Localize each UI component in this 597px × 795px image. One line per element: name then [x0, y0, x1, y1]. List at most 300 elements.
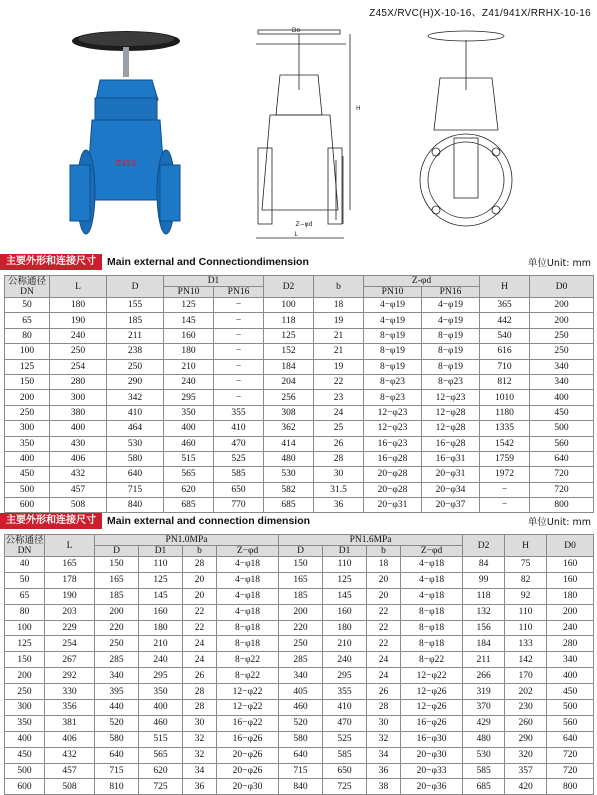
table-cell: 600 [5, 779, 45, 795]
table-cell: 8−φ19 [422, 344, 480, 359]
table-cell: 36 [367, 763, 401, 779]
t1-header-l: L [50, 276, 107, 298]
table-cell: 640 [107, 467, 164, 482]
table-cell: 180 [139, 620, 183, 636]
table-cell: 152 [264, 344, 314, 359]
table-cell: 8−φ19 [364, 344, 422, 359]
table-cell: 200 [530, 313, 594, 328]
table-cell: 12−φ22 [217, 700, 279, 716]
table-cell: 80 [5, 328, 50, 343]
table-cell: 350 [5, 436, 50, 451]
table-cell: 8−φ18 [401, 620, 463, 636]
table-cell: 440 [95, 700, 139, 716]
table-cell: 267 [45, 652, 95, 668]
table-cell: 30 [183, 715, 217, 731]
table-cell: 22 [183, 620, 217, 636]
table-cell: 210 [323, 636, 367, 652]
table-cell: 200 [547, 604, 594, 620]
t2-header-pn10-b: b [183, 546, 217, 557]
table-cell: 4−φ18 [217, 604, 279, 620]
table-cell: 20−φ30 [401, 747, 463, 763]
table-cell: 160 [547, 557, 594, 573]
section1-title-en: Main external and Connectiondimension [107, 256, 309, 268]
table-cell: 365 [480, 298, 530, 313]
table-cell: 200 [5, 390, 50, 405]
t2-header-pn16-d: D [279, 546, 323, 557]
table-cell: 22 [367, 620, 401, 636]
table-cell: 75 [505, 557, 547, 573]
table-cell: 350 [139, 684, 183, 700]
table-cell: 21 [314, 344, 364, 359]
table-cell: 515 [164, 451, 214, 466]
table-cell: 30 [367, 715, 401, 731]
table-cell: 22 [367, 636, 401, 652]
table-cell: 50 [5, 572, 45, 588]
t1-header-h: H [480, 276, 530, 298]
t1-header-d: D [107, 276, 164, 298]
table-cell: − [480, 482, 530, 497]
drawing-label-l: L [294, 231, 298, 238]
valve-photo [70, 31, 180, 234]
table-cell: 28 [183, 684, 217, 700]
table-cell: 238 [107, 344, 164, 359]
table-row [5, 421, 594, 436]
t1-body [5, 298, 594, 513]
table-cell: 202 [505, 684, 547, 700]
t2-header-d0: D0 [547, 535, 594, 557]
table-cell: 12−φ28 [422, 421, 480, 436]
table-cell: 520 [95, 715, 139, 731]
table-cell: 620 [139, 763, 183, 779]
table-cell: 685 [264, 498, 314, 513]
table-cell: 770 [214, 498, 264, 513]
table-cell: 340 [95, 668, 139, 684]
table-cell: − [214, 390, 264, 405]
table-cell: 20−φ31 [364, 498, 422, 513]
table-cell: 12−φ22 [401, 668, 463, 684]
table-cell: 600 [5, 498, 50, 513]
table-cell: 292 [45, 668, 95, 684]
table-cell: 8−φ23 [364, 390, 422, 405]
table-cell: 250 [5, 684, 45, 700]
table-cell: 200 [95, 604, 139, 620]
table-cell: 20−φ34 [422, 482, 480, 497]
table-cell: 530 [463, 747, 505, 763]
section2-unit: 单位Unit: mm [527, 517, 591, 528]
table-cell: 525 [323, 731, 367, 747]
table-cell: 400 [547, 668, 594, 684]
table-cell: 840 [107, 498, 164, 513]
table-row [5, 451, 594, 466]
table-cell: 240 [547, 620, 594, 636]
t1-header-d0: D0 [530, 276, 594, 298]
table-cell: 125 [5, 636, 45, 652]
table-cell: 20−φ33 [401, 763, 463, 779]
table-cell: 350 [5, 715, 45, 731]
table-cell: 400 [50, 421, 107, 436]
table-cell: 254 [45, 636, 95, 652]
table-cell: 500 [5, 482, 50, 497]
table-cell: 211 [107, 328, 164, 343]
table-cell: 1972 [480, 467, 530, 482]
table-cell: 160 [164, 328, 214, 343]
table-cell: 180 [547, 588, 594, 604]
table-cell: 170 [505, 668, 547, 684]
table-cell: 4−φ19 [422, 313, 480, 328]
table-cell: 18 [314, 298, 364, 313]
t2-header-pn16-b: b [367, 546, 401, 557]
table-cell: 110 [505, 620, 547, 636]
table-cell: 457 [45, 763, 95, 779]
table-cell: 508 [50, 498, 107, 513]
table-cell: 725 [139, 779, 183, 795]
table-cell: 100 [5, 344, 50, 359]
table-cell: 180 [50, 298, 107, 313]
table-cell: 160 [323, 604, 367, 620]
table-row [5, 482, 594, 497]
table-row [5, 328, 594, 343]
table-cell: 430 [50, 436, 107, 451]
table-cell: 285 [95, 652, 139, 668]
table-cell: 410 [323, 700, 367, 716]
table-cell: 582 [264, 482, 314, 497]
table-cell: 340 [279, 668, 323, 684]
table-cell: 8−φ19 [364, 328, 422, 343]
table-cell: 720 [547, 763, 594, 779]
table-cell: 420 [505, 779, 547, 795]
table-cell: 530 [107, 436, 164, 451]
section1-header [0, 254, 597, 270]
table-cell: 308 [264, 405, 314, 420]
table-cell: 442 [480, 313, 530, 328]
table-row [5, 668, 594, 684]
t1-header-b: b [314, 276, 364, 298]
table-cell: 560 [547, 715, 594, 731]
section-drawing-1 [256, 27, 361, 238]
table-cell: 715 [279, 763, 323, 779]
table-cell: 8−φ22 [217, 652, 279, 668]
t1-header-d1-pn16: PN16 [214, 287, 264, 298]
table-cell: 710 [480, 359, 530, 374]
table-cell: 4−φ18 [217, 572, 279, 588]
table-cell: 4−φ19 [364, 313, 422, 328]
table-cell: − [214, 313, 264, 328]
table-cell: 20 [367, 572, 401, 588]
table-cell: 211 [463, 652, 505, 668]
t2-header-pn16-zd: Z−φd [401, 546, 463, 557]
table-cell: 145 [164, 313, 214, 328]
table-cell: 150 [95, 557, 139, 573]
table-cell: 515 [139, 731, 183, 747]
table-cell: 254 [50, 359, 107, 374]
table-cell: 8−φ22 [217, 668, 279, 684]
table-cell: 21 [314, 328, 364, 343]
table-cell: 530 [264, 467, 314, 482]
table-cell: 22 [314, 374, 364, 389]
table-cell: 400 [530, 390, 594, 405]
table-cell: 4−φ19 [422, 298, 480, 313]
table-cell: 266 [463, 668, 505, 684]
table-row [5, 652, 594, 668]
table-cell: 720 [530, 482, 594, 497]
table-cell: 1335 [480, 421, 530, 436]
table-cell: 290 [107, 374, 164, 389]
table-cell: 295 [323, 668, 367, 684]
table-cell: 80 [5, 604, 45, 620]
dimension-table-1 [4, 275, 594, 513]
t2-header-pn10-d1: D1 [139, 546, 183, 557]
table-cell: 16−φ23 [364, 436, 422, 451]
table-cell: 685 [164, 498, 214, 513]
table-cell: 28 [314, 451, 364, 466]
table-cell: 256 [264, 390, 314, 405]
table-row [5, 498, 594, 513]
table-cell: 110 [323, 557, 367, 573]
table-cell: 133 [505, 636, 547, 652]
table-row [5, 588, 594, 604]
table-row [5, 700, 594, 716]
drawing-label-do: Do [291, 27, 301, 34]
table-cell: 4−φ18 [401, 588, 463, 604]
table-cell: 4−φ18 [217, 588, 279, 604]
table-cell: 8−φ19 [422, 328, 480, 343]
table-cell: 150 [5, 374, 50, 389]
table-cell: 355 [214, 405, 264, 420]
table-cell: 184 [264, 359, 314, 374]
table-row [5, 747, 594, 763]
table-cell: 457 [50, 482, 107, 497]
table-cell: 520 [279, 715, 323, 731]
table-cell: 210 [164, 359, 214, 374]
table-cell: 560 [530, 436, 594, 451]
table-cell: 370 [463, 700, 505, 716]
table-cell: 16−φ26 [401, 715, 463, 731]
table-cell: 460 [139, 715, 183, 731]
table-cell: 36 [183, 779, 217, 795]
section1-title-cn: 主要外形和连接尺寸 [0, 254, 102, 270]
table-cell: 24 [314, 405, 364, 420]
table-cell: 616 [480, 344, 530, 359]
table-cell: 1759 [480, 451, 530, 466]
table-cell: 8−φ19 [422, 359, 480, 374]
table-cell: 28 [367, 700, 401, 716]
table-row [5, 604, 594, 620]
table-cell: 16−φ28 [364, 451, 422, 466]
table-cell: 464 [107, 421, 164, 436]
t2-header-pn16: PN1.6MPa [279, 535, 463, 546]
table-cell: 204 [264, 374, 314, 389]
table-row [5, 467, 594, 482]
table-cell: 26 [183, 668, 217, 684]
table-cell: 295 [139, 668, 183, 684]
table-cell: 145 [323, 588, 367, 604]
table-cell: 16−φ31 [422, 451, 480, 466]
t1-header-d2: D2 [264, 276, 314, 298]
table-cell: 125 [164, 298, 214, 313]
table-cell: 810 [95, 779, 139, 795]
table-cell: 620 [164, 482, 214, 497]
table-cell: 8−φ19 [364, 359, 422, 374]
table-cell: 92 [505, 588, 547, 604]
table-cell: 23 [314, 390, 364, 405]
table-cell: 470 [214, 436, 264, 451]
table-cell: 229 [45, 620, 95, 636]
table-cell: 38 [367, 779, 401, 795]
table-cell: 295 [164, 390, 214, 405]
table-cell: 155 [107, 298, 164, 313]
table-row [5, 374, 594, 389]
table-cell: 1180 [480, 405, 530, 420]
table-cell: 200 [279, 604, 323, 620]
table-cell: 184 [463, 636, 505, 652]
table-cell: − [214, 328, 264, 343]
table-cell: 650 [214, 482, 264, 497]
table-cell: 640 [279, 747, 323, 763]
table-cell: 20−φ28 [364, 467, 422, 482]
table-cell: 280 [50, 374, 107, 389]
table-cell: 12−φ26 [401, 700, 463, 716]
table-cell: 460 [164, 436, 214, 451]
section2-title-cn: 主要外形和连接尺寸 [0, 513, 102, 529]
table-cell: 160 [547, 572, 594, 588]
table-cell: 12−φ23 [364, 405, 422, 420]
table-cell: 640 [547, 731, 594, 747]
table-cell: 19 [314, 359, 364, 374]
table-cell: 450 [5, 747, 45, 763]
table-cell: 185 [107, 313, 164, 328]
table-cell: 16−φ28 [422, 436, 480, 451]
table-cell: 118 [463, 588, 505, 604]
table-row [5, 779, 594, 795]
valve-figures [0, 20, 597, 242]
table-cell: 16−φ22 [217, 715, 279, 731]
table-cell: 340 [530, 374, 594, 389]
table-cell: 319 [463, 684, 505, 700]
table-cell: 414 [264, 436, 314, 451]
table-cell: 720 [530, 467, 594, 482]
table-cell: 16−φ30 [401, 731, 463, 747]
table-cell: 715 [95, 763, 139, 779]
table-cell: 380 [50, 405, 107, 420]
table-cell: 210 [139, 636, 183, 652]
table-cell: 429 [463, 715, 505, 731]
table-cell: 8−φ18 [401, 604, 463, 620]
table-cell: 20−φ36 [401, 779, 463, 795]
t2-header-pn10: PN1.0MPa [95, 535, 279, 546]
drawing-label-zd: Z−φd [295, 221, 313, 228]
table-cell: 50 [5, 298, 50, 313]
table-cell: 16−φ26 [217, 731, 279, 747]
table-cell: 20−φ26 [217, 747, 279, 763]
table-cell: − [480, 498, 530, 513]
table-cell: 450 [547, 684, 594, 700]
table-cell: 150 [279, 557, 323, 573]
table-cell: 8−φ22 [401, 652, 463, 668]
table-cell: 200 [530, 298, 594, 313]
table-cell: 165 [45, 557, 95, 573]
table-row [5, 313, 594, 328]
table-cell: 220 [95, 620, 139, 636]
table-cell: − [214, 374, 264, 389]
table-cell: 156 [463, 620, 505, 636]
table-cell: 240 [323, 652, 367, 668]
model-number: Z45X/RVC(H)X-10-16、Z41/941X/RRHX-10-16 [369, 8, 591, 19]
table-row [5, 557, 594, 573]
table-cell: 110 [139, 557, 183, 573]
table-cell: 406 [50, 451, 107, 466]
table-cell: 32 [183, 731, 217, 747]
table-cell: 800 [530, 498, 594, 513]
t2-header-l: L [45, 535, 95, 557]
table-cell: 280 [547, 636, 594, 652]
table-cell: 250 [279, 636, 323, 652]
table-cell: 300 [5, 700, 45, 716]
table-cell: 24 [183, 652, 217, 668]
table-cell: 82 [505, 572, 547, 588]
table-cell: 300 [50, 390, 107, 405]
table-cell: 110 [505, 604, 547, 620]
table-cell: 125 [264, 328, 314, 343]
table-cell: 230 [505, 700, 547, 716]
table-cell: 8−φ18 [217, 636, 279, 652]
table-cell: 20 [367, 588, 401, 604]
table-cell: 8−φ18 [401, 636, 463, 652]
table-cell: 585 [323, 747, 367, 763]
table-cell: 24 [367, 668, 401, 684]
table-cell: 180 [323, 620, 367, 636]
table-cell: 203 [45, 604, 95, 620]
table-cell: 12−φ26 [401, 684, 463, 700]
section2-title-en: Main external and connection dimension [107, 515, 311, 527]
table-cell: 840 [279, 779, 323, 795]
table-cell: 132 [463, 604, 505, 620]
table-cell: 150 [5, 652, 45, 668]
table-cell: 20−φ37 [422, 498, 480, 513]
table-cell: − [214, 298, 264, 313]
table-cell: 190 [50, 313, 107, 328]
table-cell: 725 [323, 779, 367, 795]
valve-marking: Z45X [115, 159, 137, 168]
table-cell: 20 [183, 572, 217, 588]
section-drawing-2 [420, 31, 512, 226]
table-cell: 20 [183, 588, 217, 604]
table-cell: 355 [323, 684, 367, 700]
table-cell: 28 [183, 700, 217, 716]
t2-header-dn: 公称通径 DN [5, 535, 44, 556]
table-cell: 450 [530, 405, 594, 420]
table-cell: 480 [463, 731, 505, 747]
table-cell: 165 [95, 572, 139, 588]
table-cell: 812 [480, 374, 530, 389]
table-cell: 640 [530, 451, 594, 466]
table-row [5, 572, 594, 588]
section2-header [0, 513, 597, 529]
table-cell: 65 [5, 313, 50, 328]
t1-header-d1-pn10: PN10 [164, 287, 214, 298]
t1-header-d1: D1 [164, 276, 264, 287]
table-cell: 470 [323, 715, 367, 731]
t2-header-h: H [505, 535, 547, 557]
table-cell: 240 [139, 652, 183, 668]
table-cell: 20−φ31 [422, 467, 480, 482]
table-cell: 4−φ18 [217, 557, 279, 573]
table-row [5, 344, 594, 359]
table-cell: 240 [164, 374, 214, 389]
table-cell: 350 [164, 405, 214, 420]
table-cell: 26 [367, 684, 401, 700]
t1-header-zd-pn10: PN10 [364, 287, 422, 298]
table-row [5, 731, 594, 747]
